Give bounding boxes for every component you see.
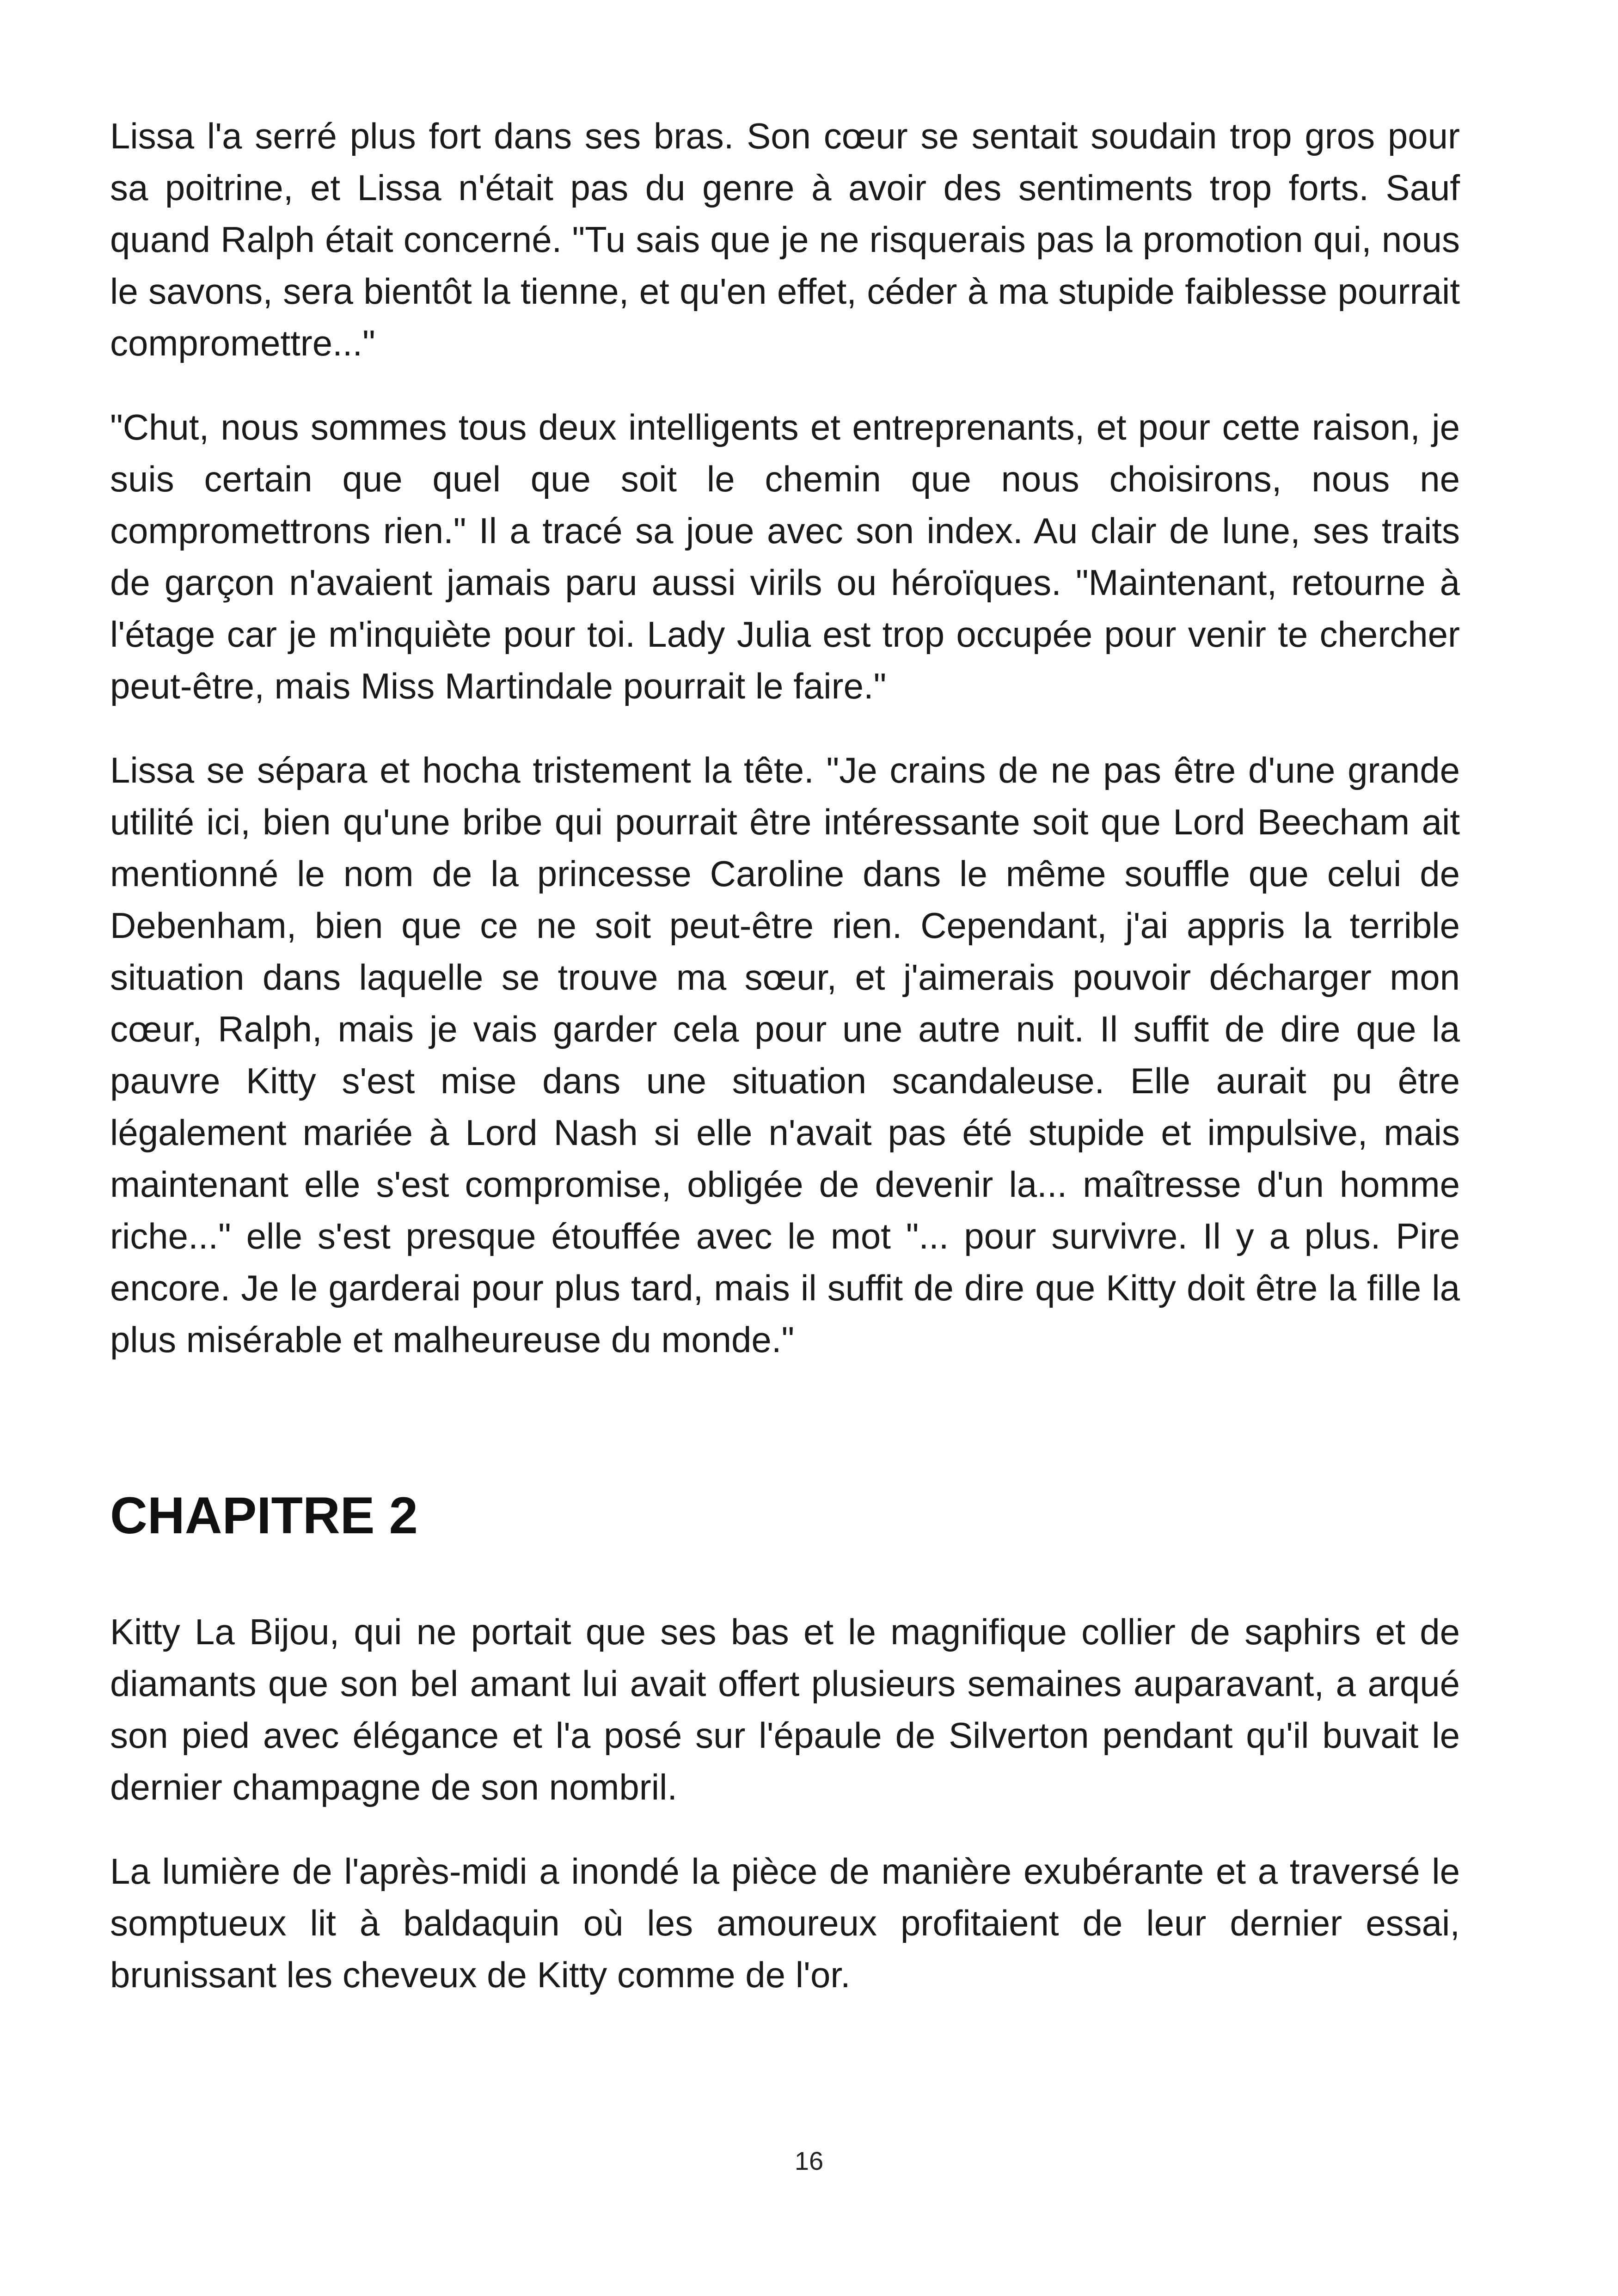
paragraph: La lumière de l'après-midi a inondé la pièce de manière exubérante et a traversé le somptueux lit à baldaquin où les amoureux profitaient de leur dernier essai, brunissant les cheveux de Kitty comme de l'or. (110, 1851, 1460, 1995)
page-content (110, 110, 1460, 2033)
paragraph: Lissa l'a serré plus fort dans ses bras. Son cœur se sentait soudain trop gros pour sa poitrine, et Lissa n'était pas du genre à avoir des sentiments trop forts. Sauf quand Ralph était concerné. "Tu sais que je ne risquerais pas la promotion qui, nous le savons, sera bientôt la tienne, et qu'en effet, céder à ma stupide faiblesse pourrait compromettre..." (110, 116, 1460, 363)
paragraph: Lissa se sépara et hocha tristement la tête. "Je crains de ne pas être d'une grande utilité ici, bien qu'une bribe qui pourrait être intéressante soit que Lord Beecham ait mentionné le nom de la princesse Caroline dans le même souffle que celui de Debenham, bien que ce ne soit peut-être rien. Cependant, j'ai appris la terrible situation dans laquelle se trouve ma sœur, et j'aimerais pouvoir décharger mon cœur, Ralph, mais je vais garder cela pour une autre nuit. Il suffit de dire que la pauvre Kitty s'est mise dans une situation scandaleuse. Elle aurait pu être légalement mariée à Lord Nash si elle n'avait pas été stupide et impulsive, mais maintenant elle s'est compromise, obligée de devenir la... maîtresse d'un homme riche..." elle s'est presque étouffée avec le mot "... pour survivre. Il y a plus. Pire encore. Je le garderai pour plus tard, mais il suffit de dire que Kitty doit être la fille la plus misérable et malheureuse du monde." (110, 750, 1460, 1360)
chapter-heading: CHAPITRE 2 (110, 1487, 418, 1544)
paragraph: "Chut, nous sommes tous deux intelligents et entreprenants, et pour cette raison, je suis certain que quel que soit le chemin que nous choisirons, nous ne compromettrons rien." Il a tracé sa joue avec son index. Au clair de lune, ses traits de garçon n'avaient jamais paru aussi virils ou héroïques. "Maintenant, retourne à l'étage car je m'inquiète pour toi. Lady Julia est trop occupée pour venir te chercher peut-être, mais Miss Martindale pourrait le faire." (110, 407, 1460, 706)
paragraph: Kitty La Bijou, qui ne portait que ses bas et le magnifique collier de saphirs et de diamants que son bel amant lui avait offert plusieurs semaines auparavant, a arqué son pied avec élégance et l'a posé sur l'épaule de Silverton pendant qu'il buvait le dernier champagne de son nombril. (110, 1611, 1460, 1807)
page-number: 16 (794, 2146, 824, 2175)
